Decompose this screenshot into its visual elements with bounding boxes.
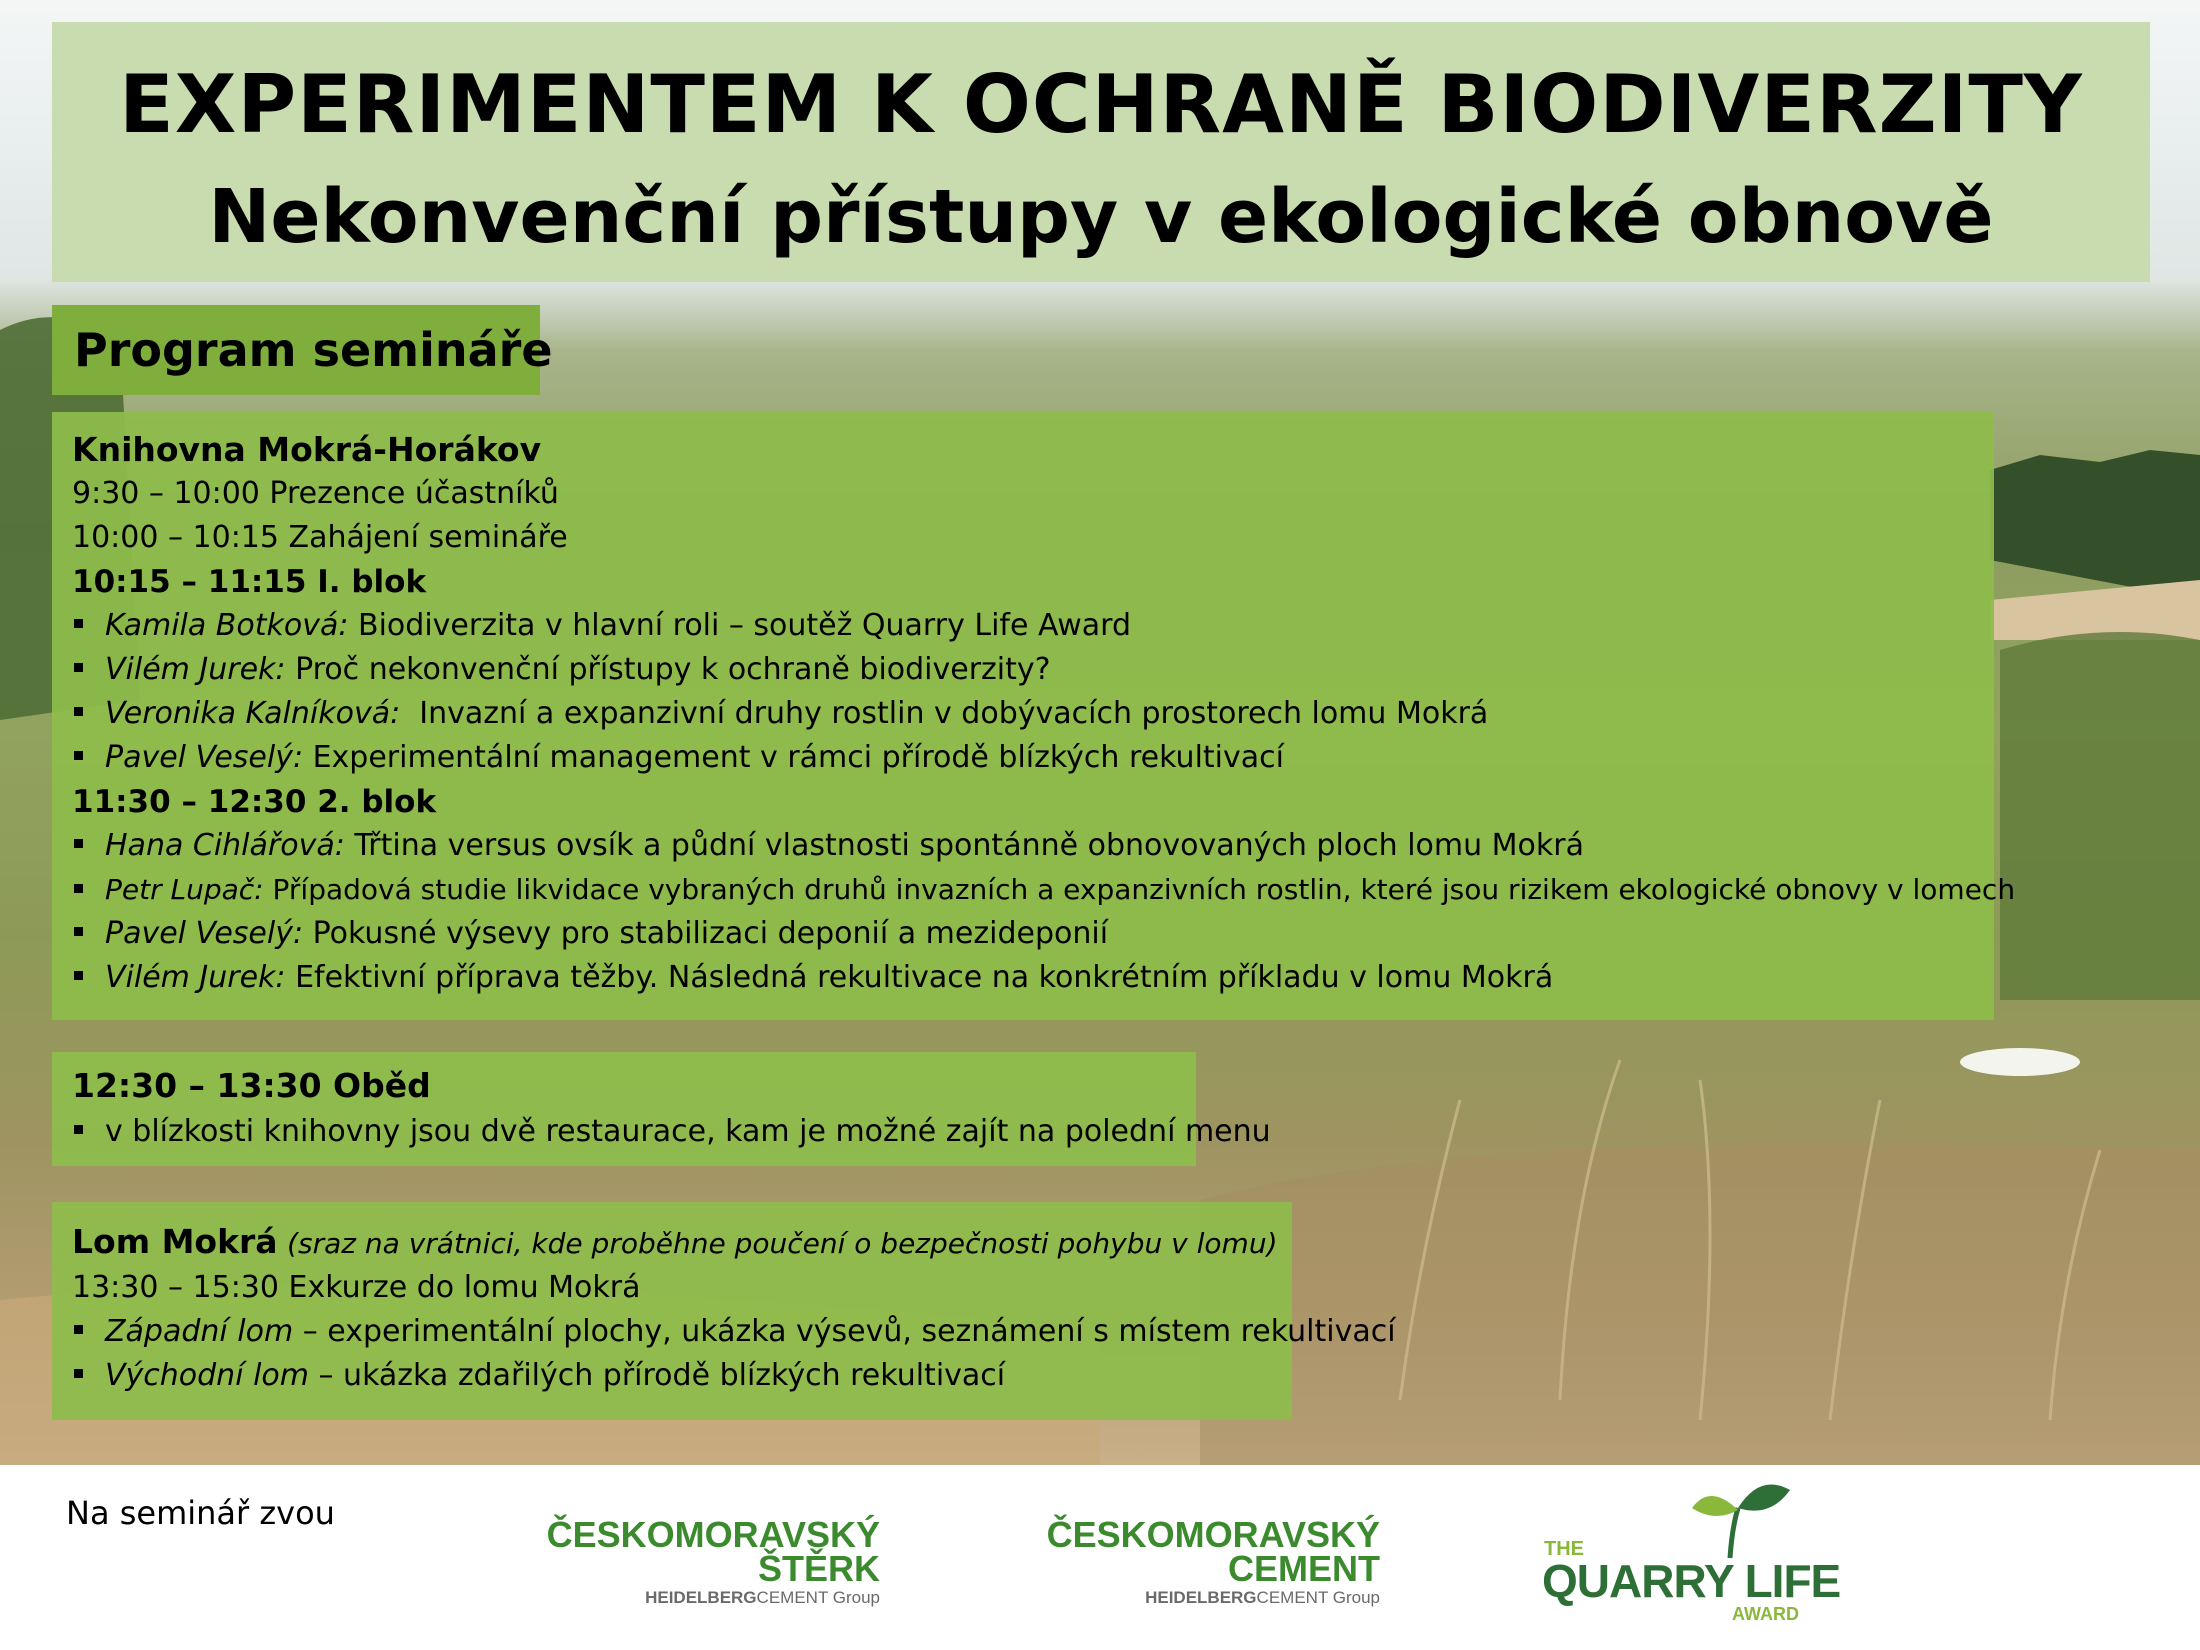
speaker-name: Veronika Kalníková: xyxy=(105,696,401,731)
title-banner xyxy=(52,22,2150,282)
lunch-note xyxy=(74,1112,1271,1152)
bullet-icon xyxy=(74,751,83,760)
talk-item xyxy=(74,606,1131,646)
quarry-place: Západní lom xyxy=(105,1314,294,1349)
venue-heading: Knihovna Mokrá-Horákov xyxy=(72,430,542,469)
lunch-note-text: v blízkosti knihovny jsou dvě restaurace, kam je možné zajít na polední menu xyxy=(105,1114,1271,1149)
bullet-icon xyxy=(74,707,83,716)
main-title: EXPERIMENTEM K OCHRANĚ BIODIVERZITY xyxy=(119,58,2083,151)
talk-title: Biodiverzita v hlavní roli – soutěž Quarry Life Award xyxy=(348,608,1132,643)
talk-item xyxy=(74,826,1584,866)
talk-item xyxy=(74,914,1108,954)
talk-title: Třtina versus ovsík a půdní vlastnosti spontánně obnovovaných ploch lomu Mokrá xyxy=(344,828,1584,863)
speaker-name: Vilém Jurek: xyxy=(105,960,286,995)
talk-item xyxy=(74,650,1051,690)
talk-title: Proč nekonvenční přístupy k ochraně biodiverzity? xyxy=(285,652,1051,687)
talk-item xyxy=(74,738,1284,778)
speaker-name: Petr Lupač: xyxy=(105,873,264,906)
block-heading: 11:30 – 12:30 2. blok xyxy=(72,784,437,820)
bullet-icon xyxy=(74,971,83,980)
quarry-item xyxy=(74,1312,1396,1352)
talk-title: Případová studie likvidace vybraných druhů invazních a expanzivních rostlin, které jsou rizikem ekologické obnovy v lomech xyxy=(263,873,2016,906)
subtitle: Nekonvenční přístupy v ekologické obnově xyxy=(208,174,1994,260)
talk-item xyxy=(74,958,1553,998)
speaker-name: Pavel Veselý: xyxy=(105,740,304,775)
bullet-icon xyxy=(74,1125,83,1134)
speaker-name: Hana Cihlářová: xyxy=(105,828,345,863)
lunch-heading: 12:30 – 13:30 Oběd xyxy=(72,1066,431,1105)
speaker-name: Kamila Botková: xyxy=(105,608,349,643)
quarry-life-award-logo: THE QUARRY LIFE AWARD xyxy=(1540,1478,1840,1628)
schedule-item: 9:30 – 10:00 Prezence účastníků xyxy=(72,476,559,511)
bullet-icon xyxy=(74,1325,83,1334)
quarry-item xyxy=(74,1356,1005,1396)
quarry-desc: – experimentální plochy, ukázka výsevů, seznámení s místem rekultivací xyxy=(293,1314,1396,1349)
bullet-icon xyxy=(74,884,83,893)
talk-title: Invazní a expanzivní druhy rostlin v dobývacích prostorech lomu Mokrá xyxy=(400,696,1489,731)
bullet-icon xyxy=(74,927,83,936)
quarry-place: Východní lom xyxy=(105,1358,309,1393)
ceskomoravsky-sterk-logo: ČESKOMORAVSKÝ ŠTĚRK HEIDELBERGCEMENT Group xyxy=(546,1514,880,1607)
morning-program-panel xyxy=(52,412,2016,1020)
quarry-heading: Lom Mokrá xyxy=(72,1222,278,1261)
talk-title: Experimentální management v rámci přírodě blízkých rekultivací xyxy=(303,740,1284,775)
bullet-icon xyxy=(74,663,83,672)
program-label: Program semináře xyxy=(74,323,553,377)
bullet-icon xyxy=(74,619,83,628)
schedule-item: 10:00 – 10:15 Zahájení semináře xyxy=(72,520,568,555)
speaker-name: Vilém Jurek: xyxy=(105,652,286,687)
quarry-excursion-panel xyxy=(52,1202,1396,1420)
block-heading: 10:15 – 11:15 I. blok xyxy=(72,564,427,600)
lunch-panel xyxy=(52,1052,1271,1166)
talk-title: Efektivní příprava těžby. Následná rekultivace na konkrétním příkladu v lomu Mokrá xyxy=(285,960,1554,995)
bullet-icon xyxy=(74,1369,83,1378)
program-label-box xyxy=(52,305,553,395)
quarry-note: (sraz na vrátnici, kde proběhne poučení o bezpečnosti pohybu v lomu) xyxy=(287,1227,1278,1260)
quarry-desc: – ukázka zdařilých přírodě blízkých rekultivací xyxy=(308,1358,1006,1393)
speaker-name: Pavel Veselý: xyxy=(105,916,304,951)
talk-item xyxy=(74,870,2015,910)
quarry-time: 13:30 – 15:30 Exkurze do lomu Mokrá xyxy=(72,1270,641,1305)
invite-label: Na seminář zvou xyxy=(66,1494,335,1532)
ceskomoravsky-cement-logo: ČESKOMORAVSKÝ CEMENT HEIDELBERGCEMENT Group xyxy=(1046,1514,1380,1607)
quarry-heading-row xyxy=(72,1222,1278,1264)
talk-title: Pokusné výsevy pro stabilizaci deponií a mezideponií xyxy=(303,916,1109,951)
talk-item xyxy=(74,694,1488,734)
bullet-icon xyxy=(74,839,83,848)
